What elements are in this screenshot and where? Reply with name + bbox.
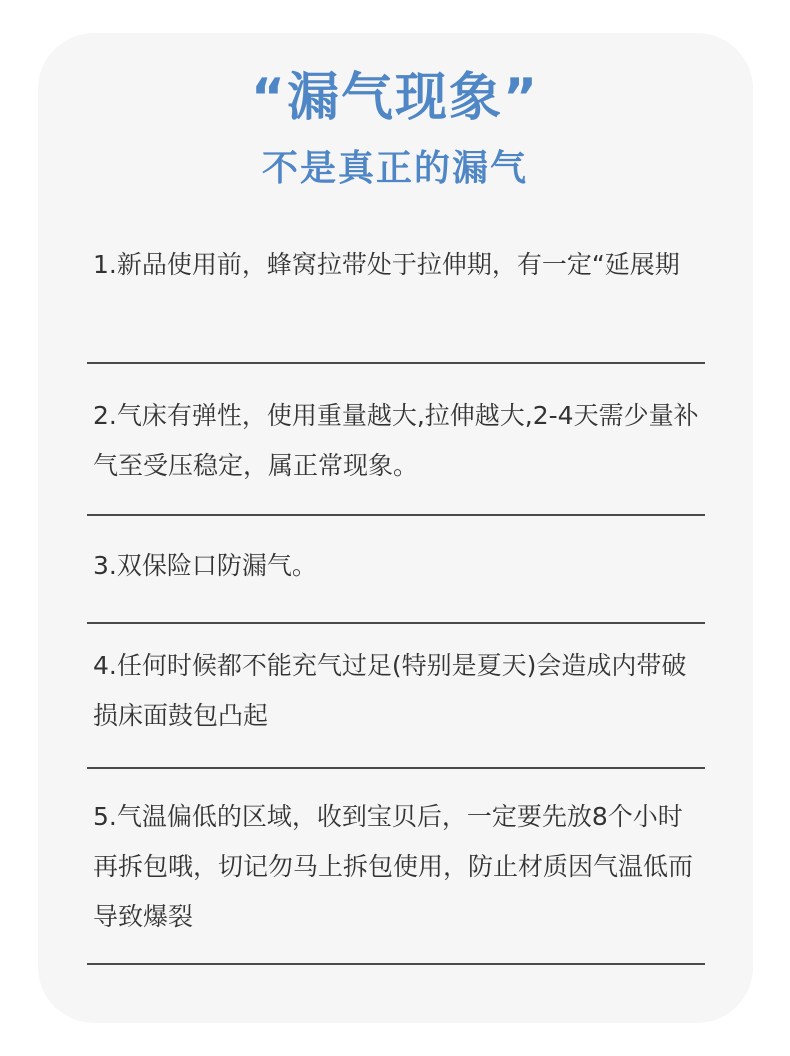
divider [87,767,705,769]
list-item: 5.气温偏低的区域，收到宝贝后，一定要先放8个小时再拆包哦，切记勿马上拆包使用，防止材质因气温低而导致爆裂 [93,802,694,931]
divider [87,514,705,516]
list-item: 1.新品使用前，蜂窝拉带处于拉伸期，有一定“延展期 [93,250,680,279]
divider [87,622,705,624]
list-item: 2.气床有弹性，使用重量越大,拉伸越大,2-4天需少量补气至受压稳定，属正常现象。 [93,401,699,480]
page-title: “漏气现象” [250,68,540,128]
divider [87,362,705,364]
list-item: 3.双保险口防漏气。 [93,551,317,580]
list-item: 4.任何时候都不能充气过足(特别是夏天)会造成内带破损床面鼓包凸起 [93,651,687,730]
divider [87,963,705,965]
page-subtitle: 不是真正的漏气 [261,148,528,189]
